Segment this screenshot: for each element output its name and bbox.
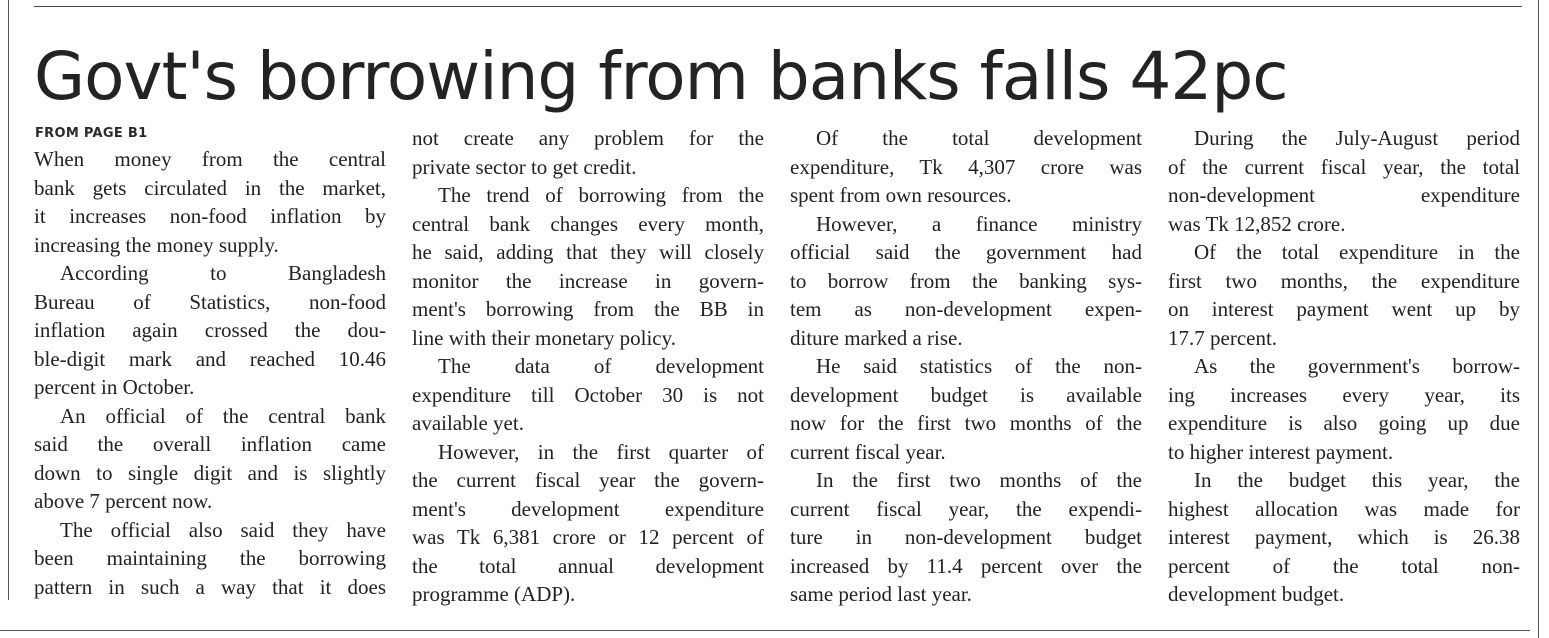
text-line: ment's development expenditure [412,496,764,521]
text-line: to borrow from the banking sys- [790,268,1142,293]
right-rule [1538,0,1539,638]
text-line: During the July-August period [1194,126,1520,150]
text-line: first two months, the expenditure [1168,268,1520,293]
text-line: 17.7 percent. [1168,325,1278,350]
text-line: expenditure is also going up due [1168,411,1520,435]
article-column-4 [1168,124,1520,609]
text-line: line with their monetary policy. [412,325,676,350]
text-line: the total annual development [412,553,764,578]
text-line: programme (ADP). [412,582,576,606]
text-line: highest allocation was made for [1168,496,1520,521]
kicker-from-page: FROM PAGE B1 [35,126,148,141]
text-line: it increases non-food inflation by [34,204,386,228]
text-line: increasing the money supply. [34,232,279,257]
text-line: In the budget this year, the [1194,468,1520,492]
text-line: ble-digit mark and reached 10.46 [34,346,386,371]
text-line: said the overall inflation came [34,432,386,456]
text-line: interest payment, which is 26.38 [1168,525,1520,549]
text-line: percent of the total non- [1168,553,1520,578]
text-line: ture in non-development budget [790,525,1142,549]
article-column-1 [34,145,386,601]
text-line: was Tk 12,852 crore. [1168,211,1346,236]
text-line: bank gets circulated in the market, [34,175,386,200]
text-line: development budget is available [790,382,1142,407]
text-line: now for the first two months of the [790,411,1142,435]
text-line: same period last year. [790,582,972,606]
text-line: ment's borrowing from the BB in [412,297,764,321]
text-line: current fiscal year. [790,439,946,464]
text-line: In the first two months of the [816,468,1142,492]
text-line: increased by 11.4 percent over the [790,553,1142,578]
text-line: ing increases every year, its [1168,382,1520,407]
text-line: According to Bangladesh [60,261,386,285]
text-line: Bureau of Statistics, non-food [34,289,386,314]
text-line: However, in the first quarter of [438,439,764,464]
text-line: However, a finance ministry [816,211,1142,236]
text-line: Of the total development [816,126,1142,150]
text-line: development budget. [1168,582,1345,606]
text-line: The data of development [438,354,764,378]
text-line: Of the total expenditure in the [1194,240,1520,264]
text-line: central bank changes every month, [412,211,764,236]
text-line: When money from the central [34,147,386,171]
text-line: He said statistics of the non- [816,354,1142,378]
text-line: available yet. [412,411,524,435]
text-line: inflation again crossed the dou- [34,318,386,342]
bottom-rule [0,630,1530,631]
text-line: current fiscal year, the expendi- [790,496,1142,521]
headline: Govt's borrowing from banks falls 42pc [34,38,1288,115]
left-rule [8,0,9,600]
text-line: tem as non-development expen- [790,297,1142,321]
text-line: official said the government had [790,240,1142,264]
text-line: An official of the central bank [60,403,386,428]
article-column-3 [790,124,1142,609]
text-line: to higher interest payment. [1168,439,1394,464]
text-line: was Tk 6,381 crore or 12 percent of [412,525,764,549]
text-line: expenditure, Tk 4,307 crore was [790,154,1142,179]
article-column-2 [412,124,764,609]
text-line: The official also said they have [60,517,386,542]
text-line: the current fiscal year the govern- [412,468,764,492]
text-line: on interest payment went up by [1168,297,1520,321]
text-line: expenditure till October 30 is not [412,382,764,407]
text-line: monitor the increase in govern- [412,268,764,293]
text-line: percent in October. [34,375,195,399]
text-line: private sector to get credit. [412,154,637,179]
text-line: above 7 percent now. [34,489,213,513]
text-line: pattern in such a way that it does [34,574,386,599]
text-line: The trend of borrowing from the [438,183,764,207]
text-line: of the current fiscal year, the total [1168,154,1520,179]
text-line: not create any problem for the [412,126,764,150]
text-line: diture marked a rise. [790,325,963,350]
text-line: non-development expenditure [1168,183,1520,207]
top-rule [34,6,1522,7]
text-line: down to single digit and is slightly [34,460,386,485]
text-line: spent from own resources. [790,183,1012,207]
text-line: he said, adding that they will closely [412,240,764,264]
text-line: been maintaining the borrowing [34,546,386,570]
text-line: As the government's borrow- [1194,354,1520,378]
